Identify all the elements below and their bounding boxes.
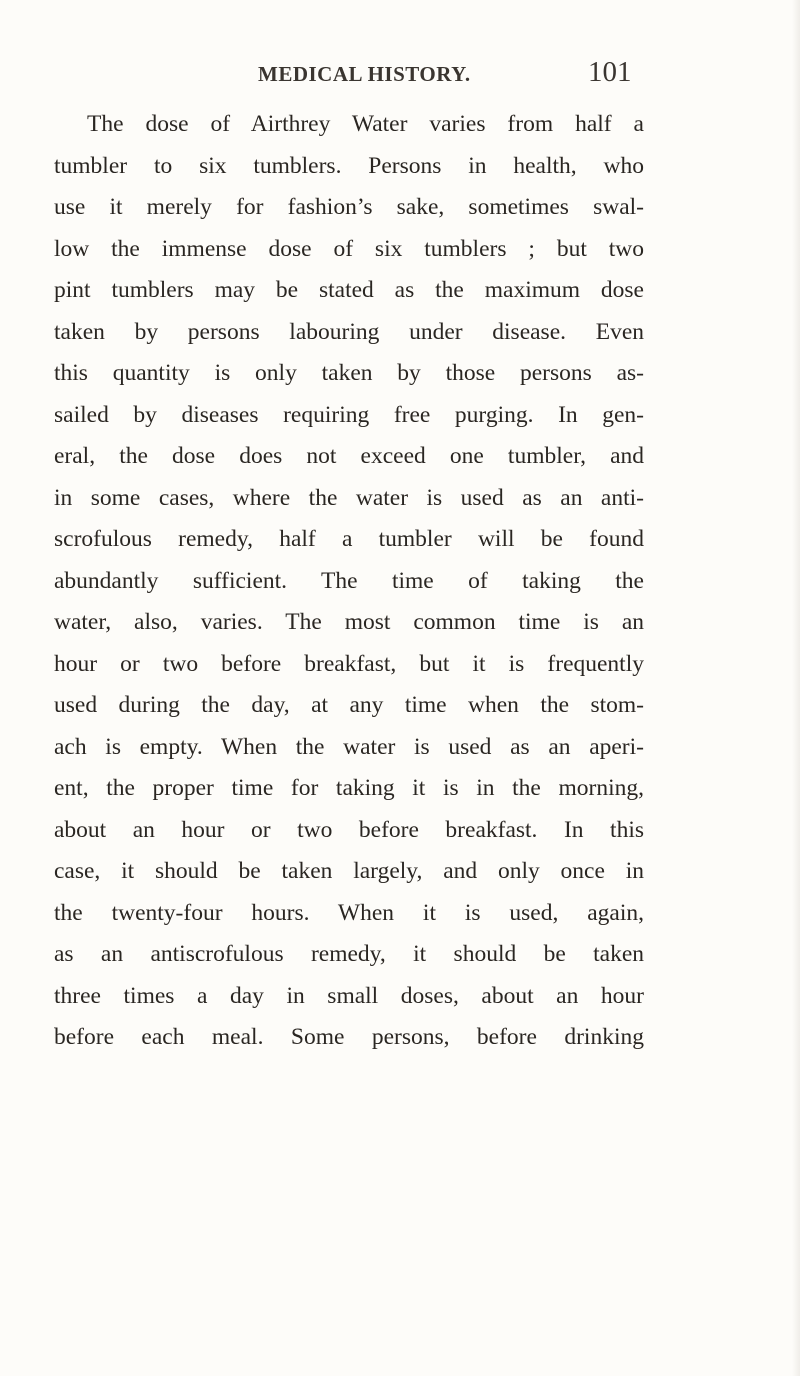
page-number: 101 bbox=[588, 56, 632, 88]
text-line: hour or two before breakfast, but it is frequently bbox=[54, 650, 644, 677]
text-line: the twenty-four hours. When it is used, again, bbox=[54, 899, 644, 926]
text-line: taken by persons labouring under disease. Even bbox=[54, 318, 644, 345]
text-line: in some cases, where the water is used as an anti- bbox=[54, 484, 644, 511]
text-line: used during the day, at any time when the stom- bbox=[54, 692, 644, 718]
text-line: as an antiscrofulous remedy, it should be taken bbox=[54, 941, 644, 967]
text-line: ent, the proper time for taking it is in the morning, bbox=[54, 775, 644, 801]
text-line: abundantly sufficient. The time of taking the bbox=[54, 567, 644, 594]
text-line: tumbler to six tumblers. Persons in health, who bbox=[54, 152, 644, 179]
text-line: water, also, varies. The most common time is an bbox=[54, 609, 644, 635]
text-line: scrofulous remedy, half a tumbler will be found bbox=[54, 526, 644, 552]
text-line: sailed by diseases requiring free purging. In gen- bbox=[54, 401, 644, 428]
text-line: pint tumblers may be stated as the maximum dose bbox=[54, 277, 644, 303]
running-title: MEDICAL HISTORY. bbox=[258, 62, 471, 86]
page-edge-shadow bbox=[792, 0, 800, 1376]
running-head bbox=[0, 56, 800, 96]
text-line: about an hour or two before breakfast. In this bbox=[54, 816, 644, 843]
text-line: The dose of Airthrey Water varies from half a bbox=[87, 111, 644, 137]
text-line: before each meal. Some persons, before drinking bbox=[54, 1024, 644, 1050]
body-paragraph bbox=[54, 104, 644, 1059]
text-line: this quantity is only taken by those persons as- bbox=[54, 360, 644, 386]
text-line: case, it should be taken largely, and only once in bbox=[54, 858, 644, 884]
text-line: ach is empty. When the water is used as an aperi- bbox=[54, 733, 644, 760]
text-line: eral, the dose does not exceed one tumbler, and bbox=[54, 443, 644, 469]
text-line: three times a day in small doses, about an hour bbox=[54, 982, 644, 1009]
text-line: use it merely for fashion’s sake, sometimes swal- bbox=[54, 194, 644, 220]
text-line: low the immense dose of six tumblers ; but two bbox=[54, 235, 644, 262]
